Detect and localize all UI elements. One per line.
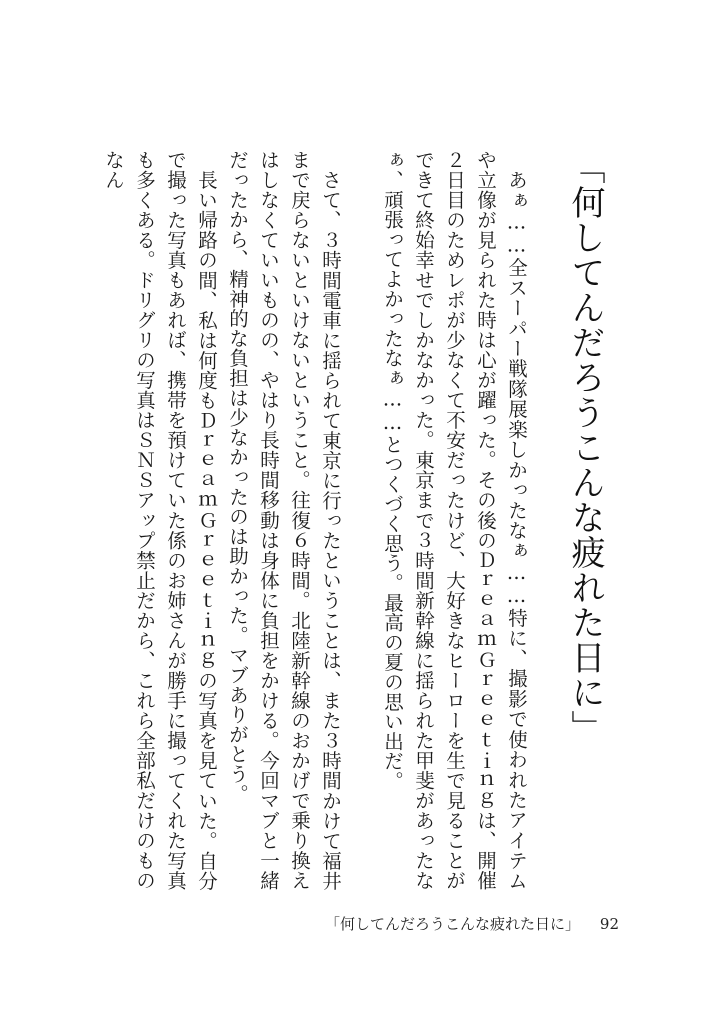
body-text [98, 150, 532, 890]
paragraph-2: さて、３時間電車に揺られて東京に行ったということは、また３時間かけて福井まで戻らないといけないということ。往復６時間。北陸新幹線のおかげで乗り換えはしなくていいものの、やはり長時間移動は身体に負担をかける。今回マブと一緒だったから、精神的な負担は少なかったのは助かった。マブありがとう。 [226, 150, 342, 890]
page-footer [325, 912, 625, 936]
chapter-title: 「何してんだろうこんな疲れた日に」 [565, 150, 605, 745]
page-number: 92 [599, 915, 619, 933]
paragraph-3: 長い帰路の間、私は何度もＤｒｅａｍＧｒｅｅｔｉｎｇの写真を見ていた。自分で撮った写真もあれば、携帯を預けていた係のお姉さんが勝手に撮ってくれた写真も多くある。ドリグリの写真はＳＮＳアップ禁止だから、これら全部私だけのものなん [102, 150, 218, 890]
paragraph-1: あぁ……全スーパー戦隊展楽しかったなぁ……特に、撮影で使われたアイテムや立像が見られた時は心が躍った。その後のＤｒｅａｍＧｒｅｅｔｉｎｇは、開催２日目のためレポが少なくて不安だったけど、大好きなヒーローを生で見ることができて終始幸せでしかなかった。東京まで３時間新幹線に揺られた甲斐があったなぁ、頑張ってよかったなぁ……とつくづく思う。最高の夏の思い出だ。 [381, 150, 528, 890]
running-title: 「何してんだろうこんな疲れた日に」 [325, 915, 581, 933]
